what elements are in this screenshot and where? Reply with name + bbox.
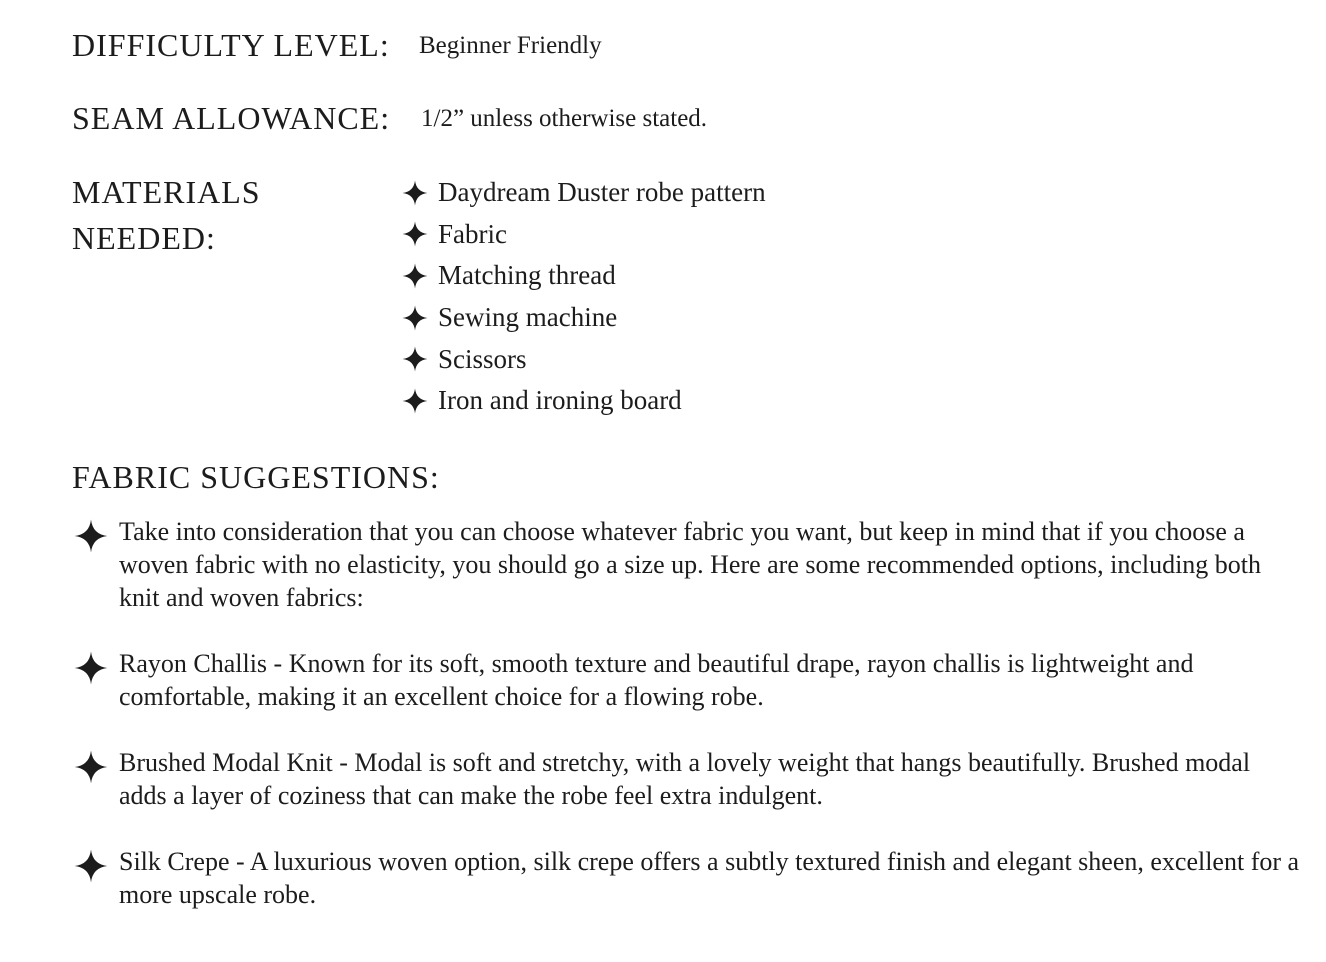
list-item: [74, 647, 1304, 713]
list-item: [402, 214, 766, 256]
list-item: [402, 172, 766, 214]
list-item: [74, 515, 1304, 614]
four-point-star-icon: [402, 263, 428, 289]
suggestion-text: Brushed Modal Knit - Modal is soft and stretchy, with a lovely weight that hangs beautifully. Brushed modal adds a layer of coziness that can make the robe feel extra indulgent.: [119, 748, 1251, 810]
materials-list: [402, 172, 766, 422]
material-item-label: Iron and ironing board: [438, 385, 682, 416]
material-item-label: Sewing machine: [438, 302, 618, 333]
suggestion-text: Take into consideration that you can choose whatever fabric you want, but keep in mind that if you choose a woven fabric with no elasticity, you should go a size up. Here are some recommended options, including both knit and woven fabrics:: [119, 517, 1262, 612]
materials-label-line2: NEEDED:: [72, 220, 216, 256]
list-item: [402, 255, 766, 297]
four-point-star-icon: [74, 750, 108, 784]
suggestion-text: Silk Crepe - A luxurious woven option, silk crepe offers a subtly textured finish and elegant sheen, excellent for a more upscale robe.: [119, 847, 1300, 909]
list-item: [402, 380, 766, 422]
four-point-star-icon: [402, 180, 428, 206]
four-point-star-icon: [402, 388, 428, 414]
material-item-label: Daydream Duster robe pattern: [438, 177, 766, 208]
material-item-label: Scissors: [438, 343, 527, 374]
fabric-suggestions-label: FABRIC SUGGESTIONS:: [72, 459, 440, 495]
four-point-star-icon: [74, 849, 108, 883]
list-item: [74, 746, 1304, 812]
fabric-suggestions-list: [74, 515, 1304, 944]
seam-allowance-value: 1/2” unless otherwise stated.: [421, 105, 708, 132]
four-point-star-icon: [402, 221, 428, 247]
materials-label-line1: MATERIALS: [72, 174, 261, 210]
four-point-star-icon: [402, 346, 428, 372]
suggestion-text: Rayon Challis - Known for its soft, smooth texture and beautiful drape, rayon challis is lightweight and comfortable, making it an excellent choice for a flowing robe.: [119, 649, 1194, 711]
four-point-star-icon: [74, 519, 108, 553]
difficulty-level-value: Beginner Friendly: [419, 32, 602, 59]
materials-needed-label: [72, 169, 372, 261]
list-item: [74, 845, 1304, 911]
four-point-star-icon: [74, 651, 108, 685]
seam-allowance-label: SEAM ALLOWANCE:: [72, 100, 391, 136]
list-item: [402, 338, 766, 380]
difficulty-level-label: DIFFICULTY LEVEL:: [72, 27, 390, 63]
four-point-star-icon: [402, 305, 428, 331]
material-item-label: Fabric: [438, 218, 507, 249]
material-item-label: Matching thread: [438, 260, 616, 291]
list-item: [402, 297, 766, 339]
